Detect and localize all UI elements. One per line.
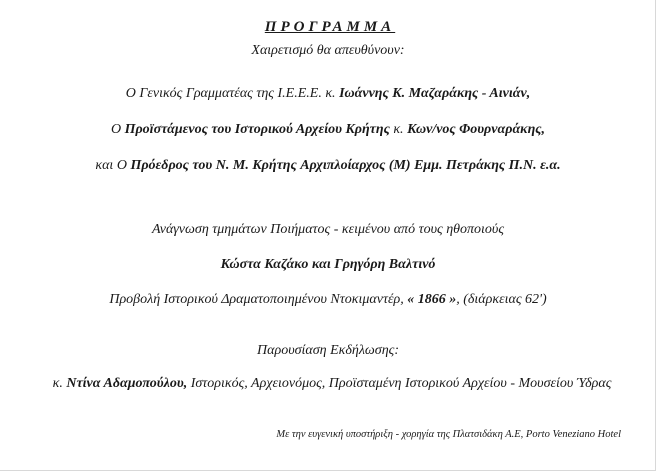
presenter-name: Ντίνα Αδαμοπούλου,: [66, 376, 188, 391]
speaker-3-line: [0, 157, 656, 175]
actor-1-name: Κώστα Καζάκο: [220, 257, 309, 272]
actors-line: [0, 256, 656, 274]
sponsor-footer: Με την ευγενική υποστήριξη - χορηγία της Πλατσιδάκη Α.Ε, Porto Veneziano Hotel: [276, 429, 621, 440]
speaker-2-role: Προϊστάμενος του: [124, 122, 232, 137]
actors-conjunction: και: [311, 257, 331, 272]
speaker-2-name: Κων/νος Φουρναράκης,: [407, 122, 546, 137]
speaker-3-org: Ν. Μ. Κρήτης: [215, 158, 297, 173]
speaker-1-name: Ιωάννης Κ. Μαζαράκης - Αινιάν,: [339, 86, 531, 101]
program-title: ΠΡΟΓΡΑΜΜΑ: [264, 19, 396, 35]
speaker-1-prefix: Ο Γενικός Γραμματέας της: [125, 86, 274, 101]
presenter-prefix: κ.: [52, 376, 63, 391]
speaker-2-mid: κ.: [393, 122, 404, 137]
speaker-3-prefix: και Ο: [95, 158, 127, 173]
speaker-2-prefix: Ο: [110, 122, 122, 137]
speaker-3-name: Αρχιπλοίαρχος (Μ) Εμμ. Πετράκης Π.Ν. ε.α.: [300, 158, 561, 173]
presenter-details: Ιστορικός, Αρχειονόμος, Προϊσταμένη Ιστορικού Αρχείου - Μουσείου Ύδρας: [190, 376, 612, 391]
speaker-1-mid: κ.: [325, 86, 336, 101]
presentation-heading: Παρουσίαση Εκδήλωσης:: [257, 343, 399, 358]
speaker-1-line: [0, 85, 656, 103]
greeting-line: Χαιρετισμό θα απευθύνουν:: [251, 43, 405, 58]
presenter-line: [4, 375, 656, 393]
actor-2-name: Γρηγόρη Βαλτινό: [334, 257, 436, 272]
speaker-1-org: Ι.Ε.Ε.Ε.: [277, 86, 322, 101]
speaker-2-org: Ιστορικού Αρχείου Κρήτης: [234, 122, 390, 137]
screening-line: [0, 291, 656, 309]
screening-film-title: « 1866 »: [407, 292, 457, 307]
screening-duration: , (διάρκειας 62'): [456, 292, 547, 307]
reading-line: Ανάγνωση τμημάτων Ποιήματος - κειμένου από τους ηθοποιούς: [151, 222, 505, 237]
screening-text: Προβολή Ιστορικού Δραματοποιημένου Ντοκιμαντέρ,: [109, 292, 404, 307]
speaker-3-role: Πρόεδρος του: [130, 158, 213, 173]
speaker-2-line: [0, 121, 656, 139]
